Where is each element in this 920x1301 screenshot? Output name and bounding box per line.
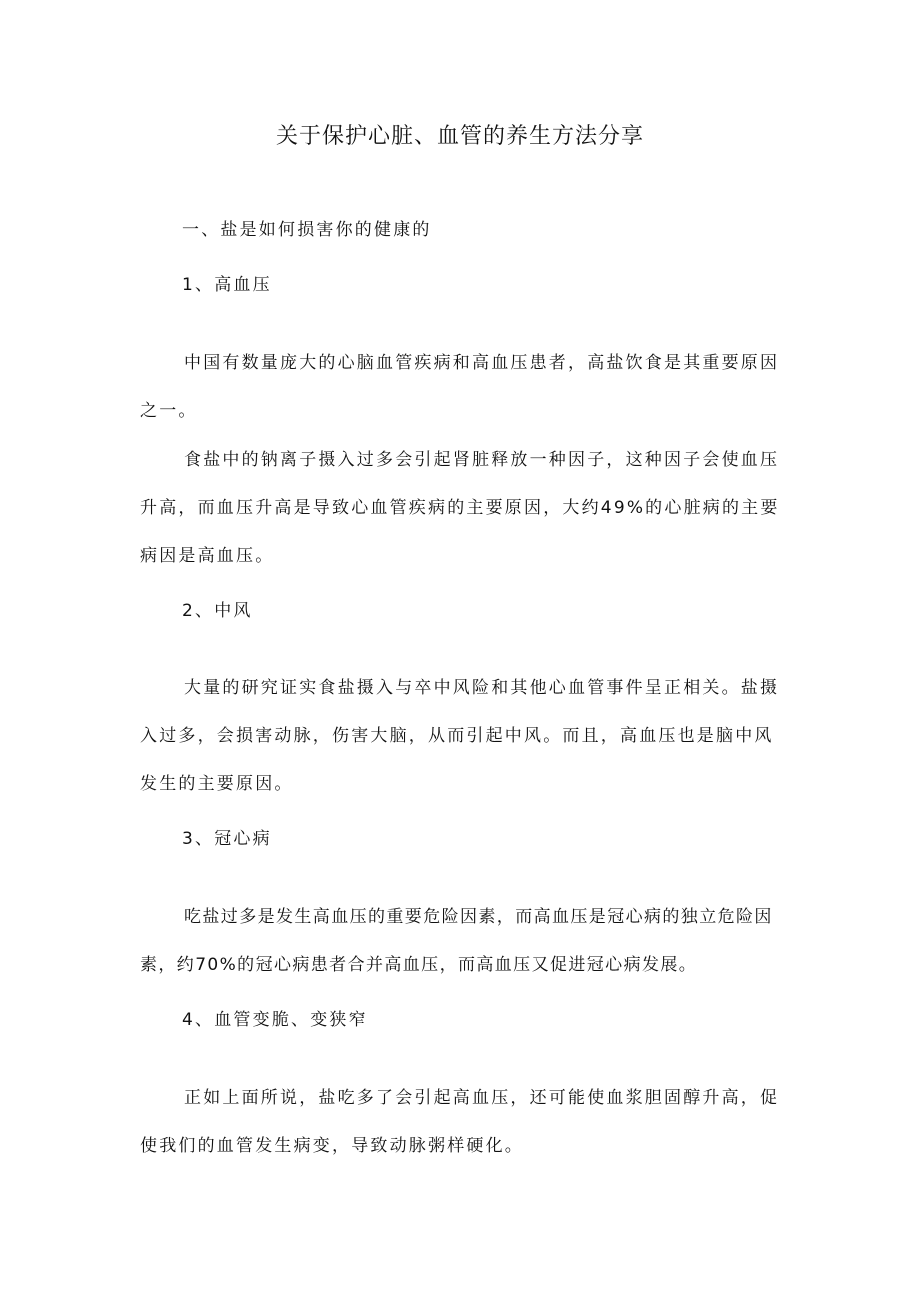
paragraph-hypertension-2: 食盐中的钠离子摄入过多会引起肾脏释放一种因子，这种因子会使血压升高，而血压升高是导致心血管疾病的主要原因，大约49%的心脏病的主要病因是高血压。 [140, 450, 780, 566]
item-heading-hypertension: 1、高血压 [182, 275, 272, 295]
paragraph-hypertension-1: 中国有数量庞大的心脑血管疾病和高血压患者，高盐饮食是其重要原因之一。 [140, 353, 780, 421]
item-heading-vessels: 4、血管变脆、变狭窄 [182, 1010, 368, 1030]
paragraph-stroke: 大量的研究证实食盐摄入与卒中风险和其他心血管事件呈正相关。盐摄入过多，会损害动脉，伤害大脑，从而引起中风。而且，高血压也是脑中风发生的主要原因。 [140, 678, 780, 794]
item-heading-coronary: 3、冠心病 [182, 829, 272, 849]
paragraph-coronary: 吃盐过多是发生高血压的重要危险因素，而高血压是冠心病的独立危险因素，约70%的冠心病患者合并高血压，而高血压又促进冠心病发展。 [140, 907, 773, 975]
item-heading-stroke: 2、中风 [182, 601, 253, 621]
section-heading: 一、盐是如何损害你的健康的 [182, 220, 432, 240]
document-title: 关于保护心脏、血管的养生方法分享 [275, 124, 644, 149]
paragraph-vessels: 正如上面所说，盐吃多了会引起高血压，还可能使血浆胆固醇升高，促使我们的血管发生病变，导致动脉粥样硬化。 [140, 1088, 780, 1156]
